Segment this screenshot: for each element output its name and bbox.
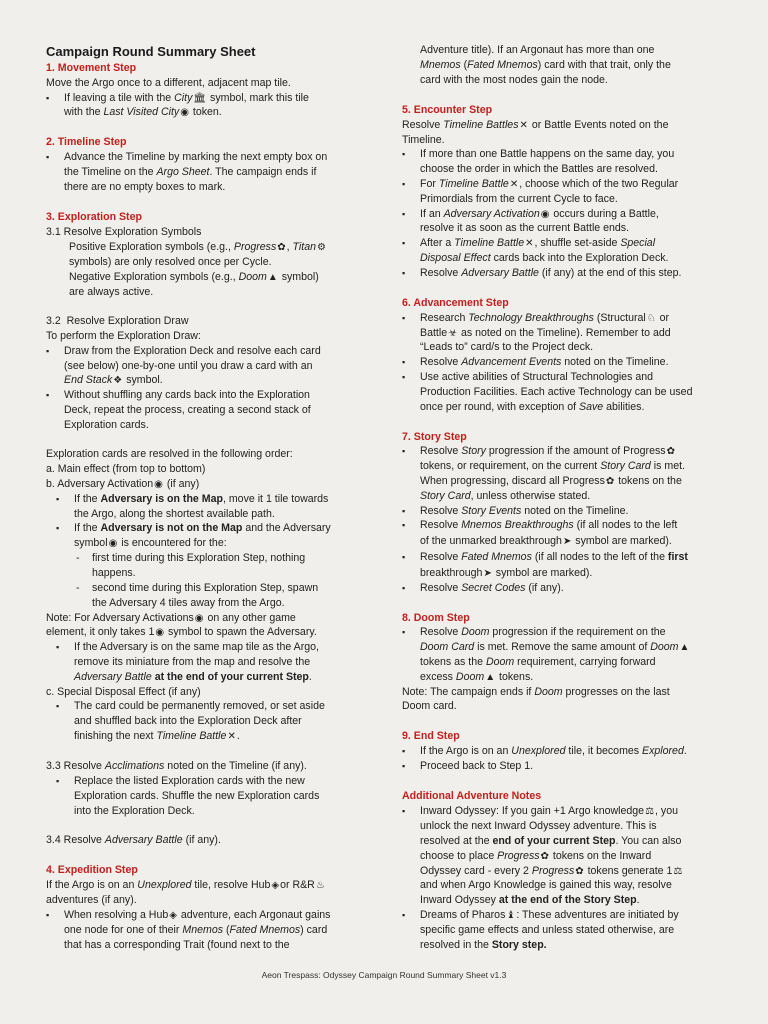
argo-knowledge-icon: ⚖	[645, 806, 655, 817]
progress-icon: ✿	[575, 866, 584, 877]
adversary-activation-icon: ◉	[194, 613, 204, 624]
pharos-icon: ♝	[506, 910, 516, 921]
timeline-bullet: ▪ Advance the Timeline by marking the next empty box on	[64, 150, 327, 165]
doom-icon: ▲	[679, 642, 690, 653]
rest-and-recovery-icon: ♨	[315, 880, 325, 891]
end-stack-icon: ❖	[113, 375, 123, 386]
hub-icon: ◈	[271, 880, 280, 891]
story-step-heading: 7. Story Step	[402, 431, 467, 443]
timeline-battle-icon: ✕	[227, 731, 236, 742]
timeline-battle-icon: ✕	[509, 179, 519, 190]
movement-text: Move the Argo once to a different, adjacent map tile.	[46, 77, 291, 89]
adversary-activation-icon: ◉	[154, 479, 163, 490]
advancement-step-heading: 6. Advancement Step	[402, 297, 509, 309]
battle-icon: ☣	[448, 328, 458, 339]
timeline-battle-icon: ✕	[525, 238, 534, 249]
movement-step-heading: 1. Movement Step	[46, 62, 137, 74]
adversary-activation-icon: ◉	[108, 538, 118, 549]
breakthrough-icon: ➤	[562, 536, 572, 547]
structural-icon: ♘	[646, 313, 656, 324]
end-step-heading: 9. End Step	[402, 730, 460, 742]
progress-icon: ✿	[540, 851, 549, 862]
encounter-step-heading: 5. Encounter Step	[402, 104, 493, 116]
expedition-step-heading: 4. Expedition Step	[46, 864, 138, 876]
page-footer: Aeon Trespass: Odyssey Campaign Round Summary Sheet v1.3	[261, 970, 507, 980]
breakthrough-icon: ➤	[483, 568, 492, 579]
additional-notes-heading: Additional Adventure Notes	[402, 790, 542, 802]
progress-icon: ✿	[605, 476, 615, 487]
doom-icon: ▲	[485, 672, 496, 683]
last-visited-city-token-icon: ◉	[180, 107, 189, 118]
progress-icon: ✿	[277, 242, 286, 253]
hub-icon: ◈	[169, 910, 177, 921]
adversary-activation-icon: ◉	[540, 209, 550, 220]
adversary-activation-icon: ◉	[155, 627, 165, 638]
progress-icon: ✿	[666, 446, 675, 457]
argo-knowledge-icon: ⚖	[673, 866, 683, 877]
timeline-step-heading: 2. Timeline Step	[46, 136, 127, 148]
timeline-battle-icon: ✕	[519, 120, 528, 131]
doom-step-heading: 8. Doom Step	[402, 612, 470, 624]
titan-icon: ⚙	[317, 242, 326, 253]
exploration-step-heading: 3. Exploration Step	[46, 211, 142, 223]
doom-icon: ▲	[267, 272, 278, 283]
page-title: Campaign Round Summary Sheet	[46, 44, 256, 59]
city-icon: 🏛	[193, 93, 207, 104]
movement-bullet: ▪ If leaving a tile with the City🏛 symbol, mark this tile	[64, 91, 309, 106]
